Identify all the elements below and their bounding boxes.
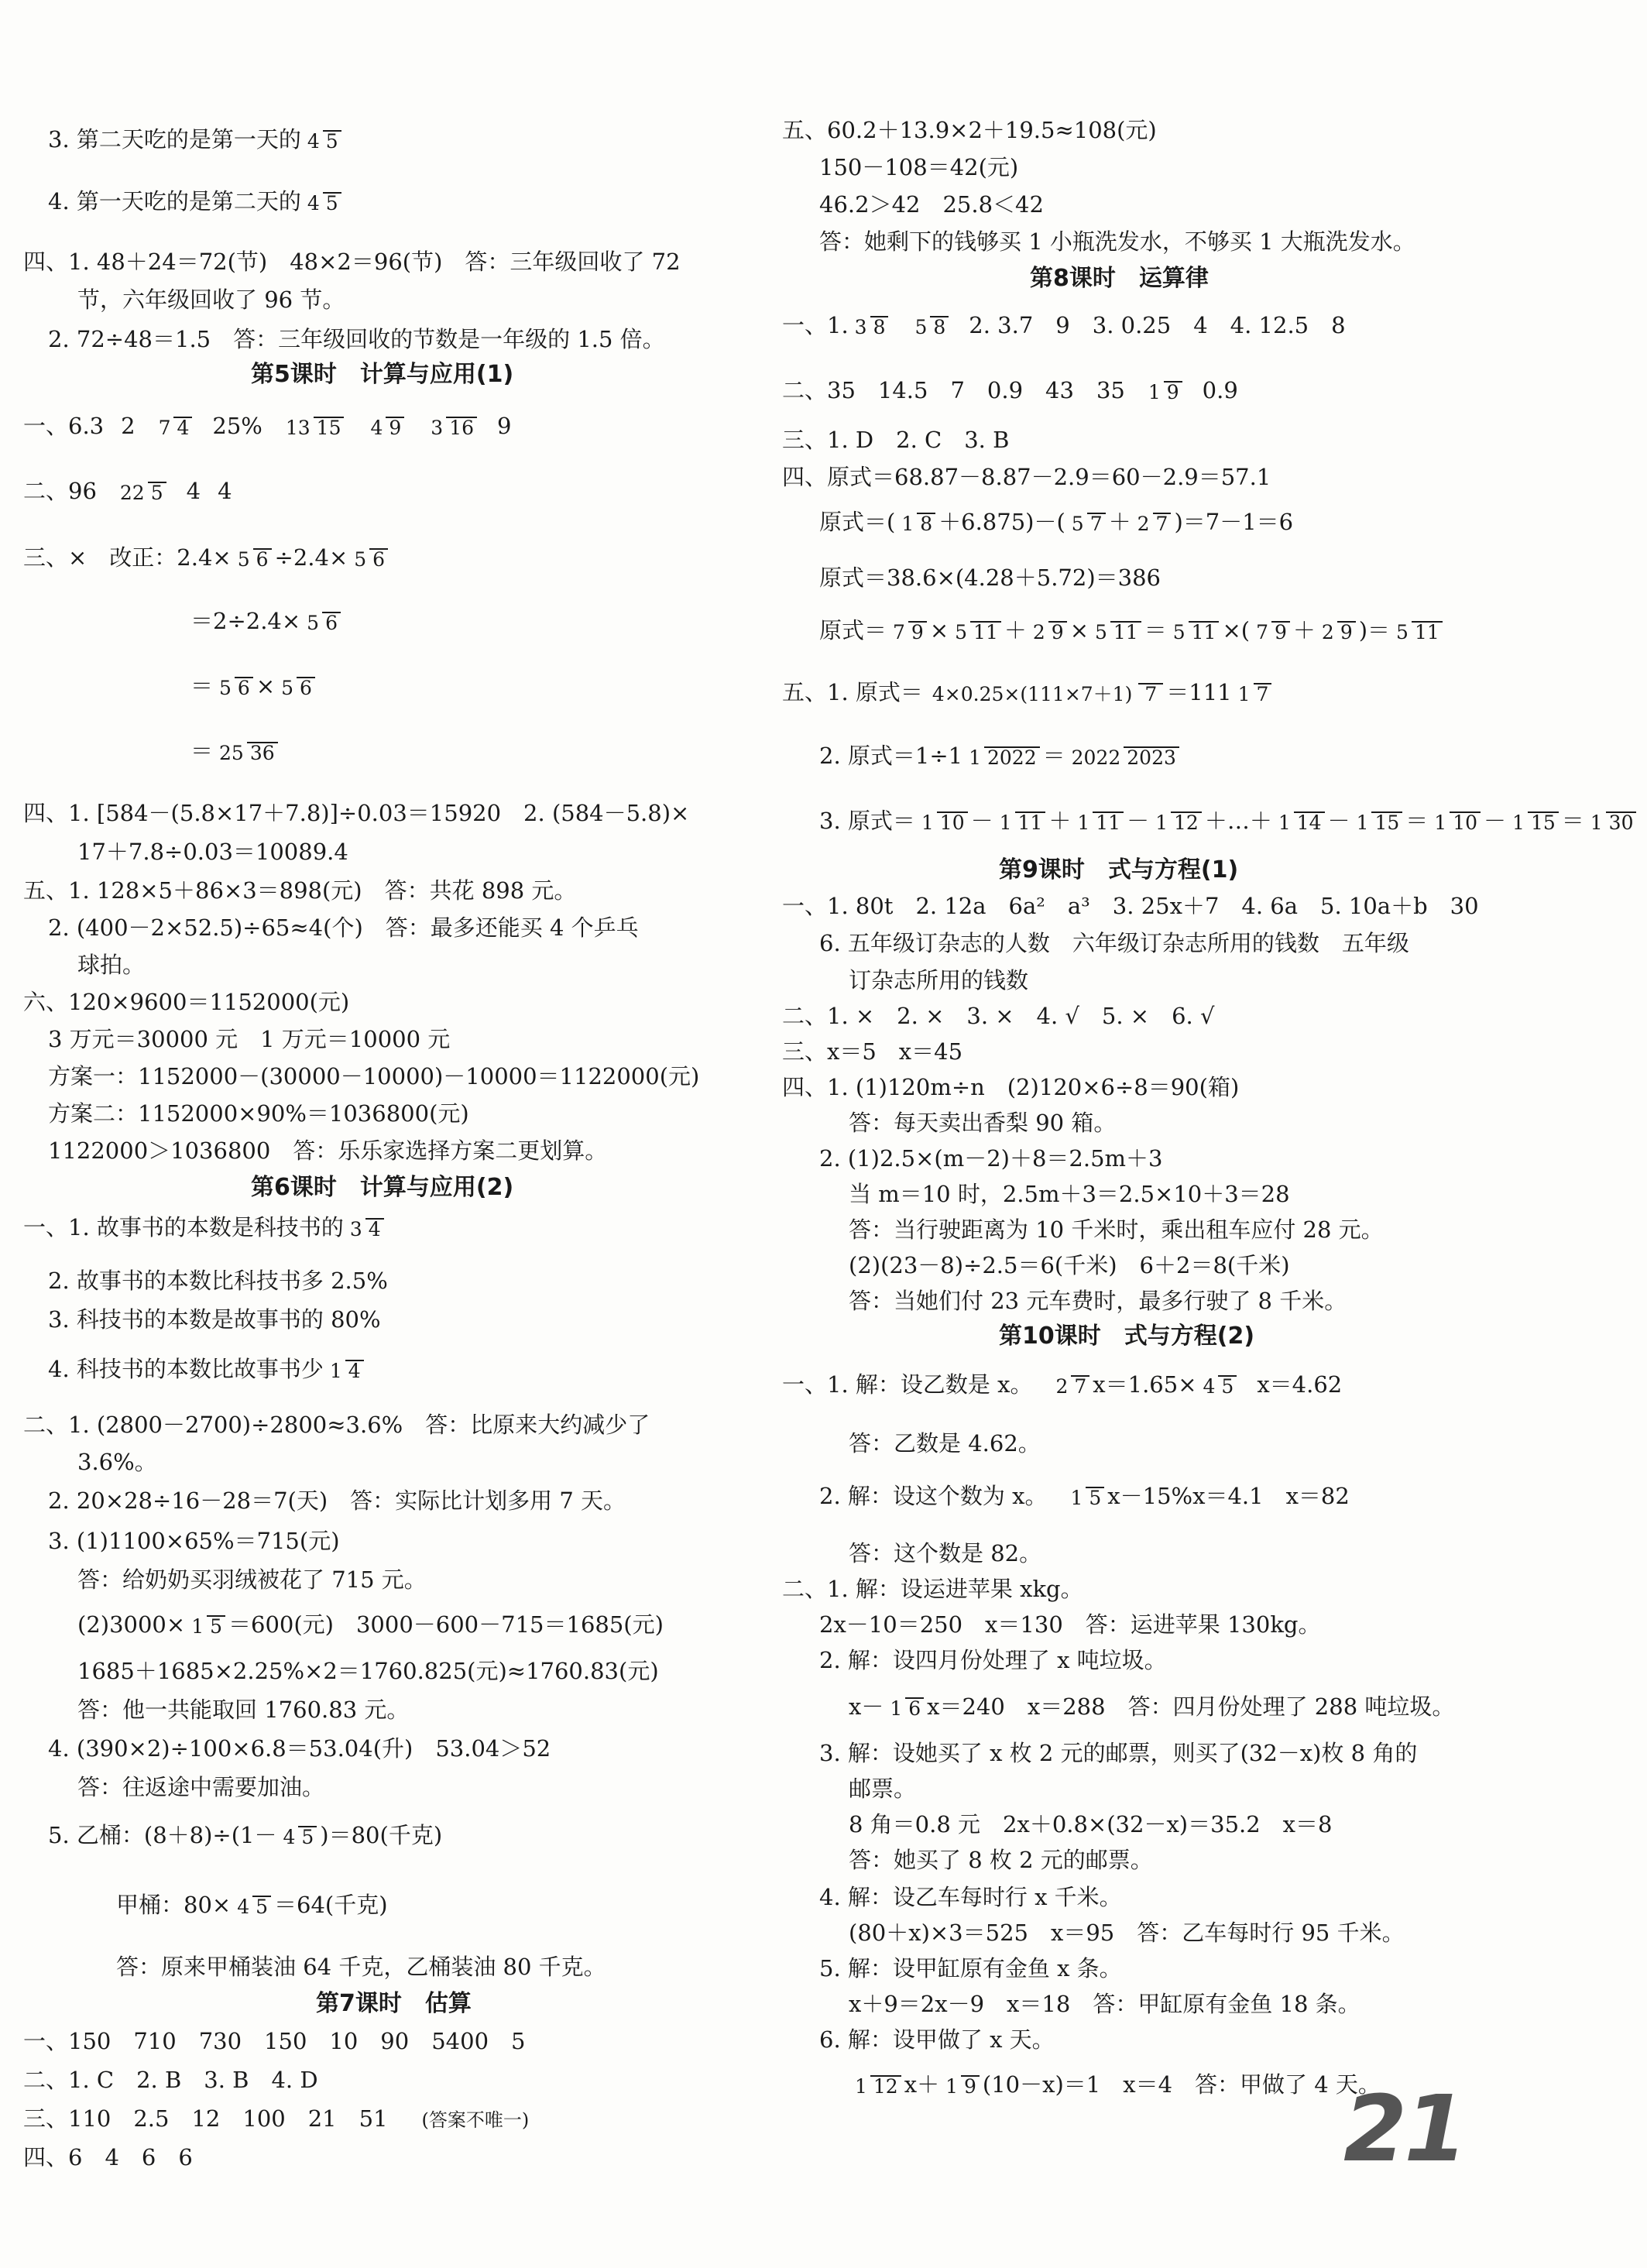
answer-line: 一、1. 解：设乙数是 x。 2 7 x＝1.65× 4 5 x＝4.62 — [782, 1371, 1343, 1398]
answer-line: 一、1. 3 8 5 8 2. 3.7 9 3. 0.25 4 4. 12.5 8 — [782, 312, 1346, 338]
answer-line: 2. (1)2.5×(m－2)＋8＝2.5m＋3 — [819, 1145, 1163, 1172]
answer-line: 1122000＞1036800 答：乐乐家选择方案二更划算。 — [48, 1137, 608, 1164]
answer-line: (2)3000× 1 5 ＝600(元) 3000－600－715＝1685(元) — [77, 1611, 664, 1638]
answer-line: 五、60.2＋13.9×2＋19.5≈108(元) — [782, 117, 1157, 143]
answer-line: 3. 第二天吃的是第一天的 4 5 — [48, 124, 345, 155]
fraction: 4 5 — [304, 130, 341, 152]
answer-line: 原式＝38.6×(4.28＋5.72)＝386 — [819, 564, 1161, 591]
section-heading: 第6课时 计算与应用(2) — [251, 1174, 514, 1201]
answer-line: 答：当行驶距离为 10 千米时，乘出租车应付 28 元。 — [849, 1216, 1384, 1243]
answer-line: 一、1. 故事书的本数是科技书的 3 4 — [23, 1212, 387, 1243]
answer-line: 答：这个数是 82。 — [849, 1540, 1042, 1566]
answer-line: 2. 故事书的本数比科技书多 2.5% — [48, 1268, 388, 1294]
answer-line: 方案二：1152000×90%＝1036800(元) — [48, 1100, 469, 1127]
fraction: 4 5 — [304, 192, 341, 214]
answer-line: 节，六年级回收了 96 节。 — [77, 287, 345, 313]
answer-line: 三、1. D 2. C 3. B — [782, 427, 1010, 453]
answer-line: 一、6.3 2 7 4 25% 13 15 4 9 3 16 9 — [23, 413, 512, 439]
answer-line: ＝ 5 6 × 5 6 — [190, 671, 318, 702]
answer-line: 2. (400－2×52.5)÷65≈4(个) 答：最多还能买 4 个乒乓 — [48, 914, 639, 941]
answer-line: 一、1. 80t 2. 12a 6a² a³ 3. 25x＋7 4. 6a 5. 10a＋b 30 — [782, 893, 1479, 919]
answer-line: 四、1. [584－(5.8×17＋7.8)]÷0.03＝15920 2. (584－5.8)× — [23, 800, 690, 826]
answer-line: 2. 72÷48＝1.5 答：三年级回收的节数是一年级的 1.5 倍。 — [48, 326, 665, 352]
answer-line: 三、110 2.5 12 100 21 51 (答案不唯一) — [23, 2105, 530, 2132]
answer-line: 6. 五年级订杂志的人数 六年级订杂志所用的钱数 五年级 — [819, 930, 1409, 956]
answer-line: 二、35 14.5 7 0.9 43 35 1 9 0.9 — [782, 377, 1238, 403]
answer-line: 五、1. 原式＝ 4×0.25×(111×7＋1) 7 ＝111 1 7 — [782, 677, 1275, 708]
answer-line: 邮票。 — [849, 1776, 917, 1802]
section-heading: 第7课时 估算 — [316, 1990, 472, 2017]
section-heading: 第8课时 运算律 — [1030, 265, 1209, 292]
answer-line: x－ 1 6 x＝240 x＝288 答：四月份处理了 288 吨垃圾。 — [849, 1693, 1455, 1720]
answer-line: 2. 解：设这个数为 x。 1 5 x－15%x＝4.1 x＝82 — [819, 1483, 1350, 1509]
section-heading: 第9课时 式与方程(1) — [999, 856, 1239, 884]
answer-line: (2)(23－8)÷2.5＝6(千米) 6＋2＝8(千米) — [849, 1252, 1290, 1278]
answer-line: ＝2÷2.4× 5 6 — [190, 606, 344, 636]
section-heading: 第5课时 计算与应用(1) — [251, 361, 514, 388]
answer-line: 六、120×9600＝1152000(元) — [23, 989, 350, 1015]
answer-line: 二、1. C 2. B 3. B 4. D — [23, 2067, 318, 2093]
answer-line: 3 万元＝30000 元 1 万元＝10000 元 — [48, 1026, 451, 1052]
answer-line: 3. 原式＝ 1 10 － 1 11 ＋ 1 11 － 1 12 ＋…＋ 1 14 － 1 15 ＝ 1 10 － 1 15 ＝ 1 30 — [819, 805, 1639, 836]
answer-line: 3. (1)1100×65%＝715(元) — [48, 1528, 340, 1554]
answer-line: 3. 解：设她买了 x 枚 2 元的邮票，则买了(32－x)枚 8 角的 — [819, 1740, 1418, 1766]
section-heading: 第10课时 式与方程(2) — [999, 1323, 1255, 1350]
answer-line: x＋9＝2x－9 x＝18 答：甲缸原有金鱼 18 条。 — [849, 1991, 1360, 2017]
answer-line: 四、1. 48＋24＝72(节) 48×2＝96(节) 答：三年级回收了 72 — [23, 249, 681, 275]
answer-line: 4. 第一天吃的是第二天的 4 5 — [48, 186, 345, 217]
answer-line: 答：他一共能取回 1760.83 元。 — [77, 1697, 410, 1723]
answer-line: 三、× 改正：2.4× 5 6 ÷2.4× 5 6 — [23, 542, 391, 573]
answer-line: 6. 解：设甲做了 x 天。 — [819, 2026, 1055, 2053]
answer-line: 答：她买了 8 枚 2 元的邮票。 — [849, 1847, 1153, 1873]
answer-line: 答：往返途中需要加油。 — [77, 1774, 325, 1800]
answer-line: (80＋x)×3＝525 x＝95 答：乙车每时行 95 千米。 — [849, 1920, 1405, 1946]
answer-line: 1 12 x＋ 1 9 (10－x)＝1 x＝4 答：甲做了 4 天。 — [855, 2071, 1381, 2098]
answer-line: ＝ 25 36 — [190, 736, 281, 767]
answer-line: 答：原来甲桶装油 64 千克，乙桶装油 80 千克。 — [116, 1954, 606, 1980]
answer-line: 3.6%。 — [77, 1449, 157, 1475]
answer-line: 二、1. (2800－2700)÷2800≈3.6% 答：比原来大约减少了 — [23, 1412, 650, 1438]
answer-line: 一、150 710 730 150 10 90 5400 5 — [23, 2028, 526, 2054]
answer-line: 原式＝( 1 8 ＋6.875)－( 5 7 ＋ 2 7 )＝7－1＝6 — [819, 509, 1294, 535]
answer-line: 4. 科技书的本数比故事书少 1 4 — [48, 1354, 367, 1384]
answer-line: 150－108＝42(元) — [819, 154, 1019, 180]
answer-line: 甲桶：80× 4 5 ＝64(千克) — [116, 1892, 388, 1918]
answer-line: 答：给奶奶买羽绒被花了 715 元。 — [77, 1566, 427, 1593]
answer-line: 方案一：1152000－(30000－10000)－10000＝1122000(元) — [48, 1063, 700, 1089]
answer-line: 17＋7.8÷0.03＝10089.4 — [77, 839, 348, 865]
answer-line: 2. 原式＝1÷1 1 2022 ＝ 2022 2023 — [819, 740, 1182, 771]
page-number: 21 — [1343, 2075, 1465, 2182]
answer-line: 1685＋1685×2.25%×2＝1760.825(元)≈1760.83(元) — [77, 1658, 659, 1684]
answer-line: 二、1. 解：设运进苹果 xkg。 — [782, 1576, 1083, 1602]
answer-line: 原式＝ 7 9 × 5 11 ＋ 2 9 × 5 11 ＝ 5 11 ×( 7 9 ＋ 2 9 )＝ 5 11 — [819, 615, 1446, 646]
answer-line: 答：她剩下的钱够买 1 小瓶洗发水，不够买 1 大瓶洗发水。 — [819, 228, 1415, 255]
answer-line: 4. 解：设乙车每时行 x 千米。 — [819, 1884, 1122, 1910]
answer-line: 三、x＝5 x＝45 — [782, 1038, 963, 1065]
answer-line: 球拍。 — [77, 952, 146, 978]
answer-line: 二、1. × 2. × 3. × 4. √ 5. × 6. √ — [782, 1003, 1215, 1029]
answer-line: 五、1. 128×5＋86×3＝898(元) 答：共花 898 元。 — [23, 877, 577, 904]
answer-line: 2. 20×28÷16－28＝7(天) 答：实际比计划多用 7 天。 — [48, 1487, 626, 1514]
answer-line: 四、1. (1)120m÷n (2)120×6÷8＝90(箱) — [782, 1074, 1240, 1100]
answer-line: 2x－10＝250 x＝130 答：运进苹果 130kg。 — [819, 1611, 1321, 1638]
answer-line: 答：乙数是 4.62。 — [849, 1430, 1041, 1457]
answer-line: 3. 科技书的本数是故事书的 80% — [48, 1306, 381, 1333]
answer-line: 答：当她们付 23 元车费时，最多行驶了 8 千米。 — [849, 1288, 1347, 1314]
answer-line: 8 角＝0.8 元 2x＋0.8×(32－x)＝35.2 x＝8 — [849, 1811, 1333, 1837]
answer-line: 4. (390×2)÷100×6.8＝53.04(升) 53.04＞52 — [48, 1735, 551, 1762]
answer-line: 2. 解：设四月份处理了 x 吨垃圾。 — [819, 1647, 1167, 1673]
answer-line: 当 m＝10 时，2.5m＋3＝2.5×10＋3＝28 — [849, 1181, 1290, 1207]
answer-line: 5. 解：设甲缸原有金鱼 x 条。 — [819, 1955, 1122, 1981]
answer-line: 答：每天卖出香梨 90 箱。 — [849, 1110, 1117, 1136]
answer-line: 二、96 22 5 4 4 — [23, 478, 232, 504]
answer-line: 5. 乙桶：(8＋8)÷(1－ 4 5 )＝80(千克) — [48, 1822, 443, 1848]
answer-line: 订杂志所用的钱数 — [849, 967, 1029, 993]
answer-line: 四、原式＝68.87－8.87－2.9＝60－2.9＝57.1 — [782, 464, 1271, 490]
answer-line: 46.2＞42 25.8＜42 — [819, 191, 1044, 218]
answer-line: 四、6 4 6 6 — [23, 2144, 193, 2170]
